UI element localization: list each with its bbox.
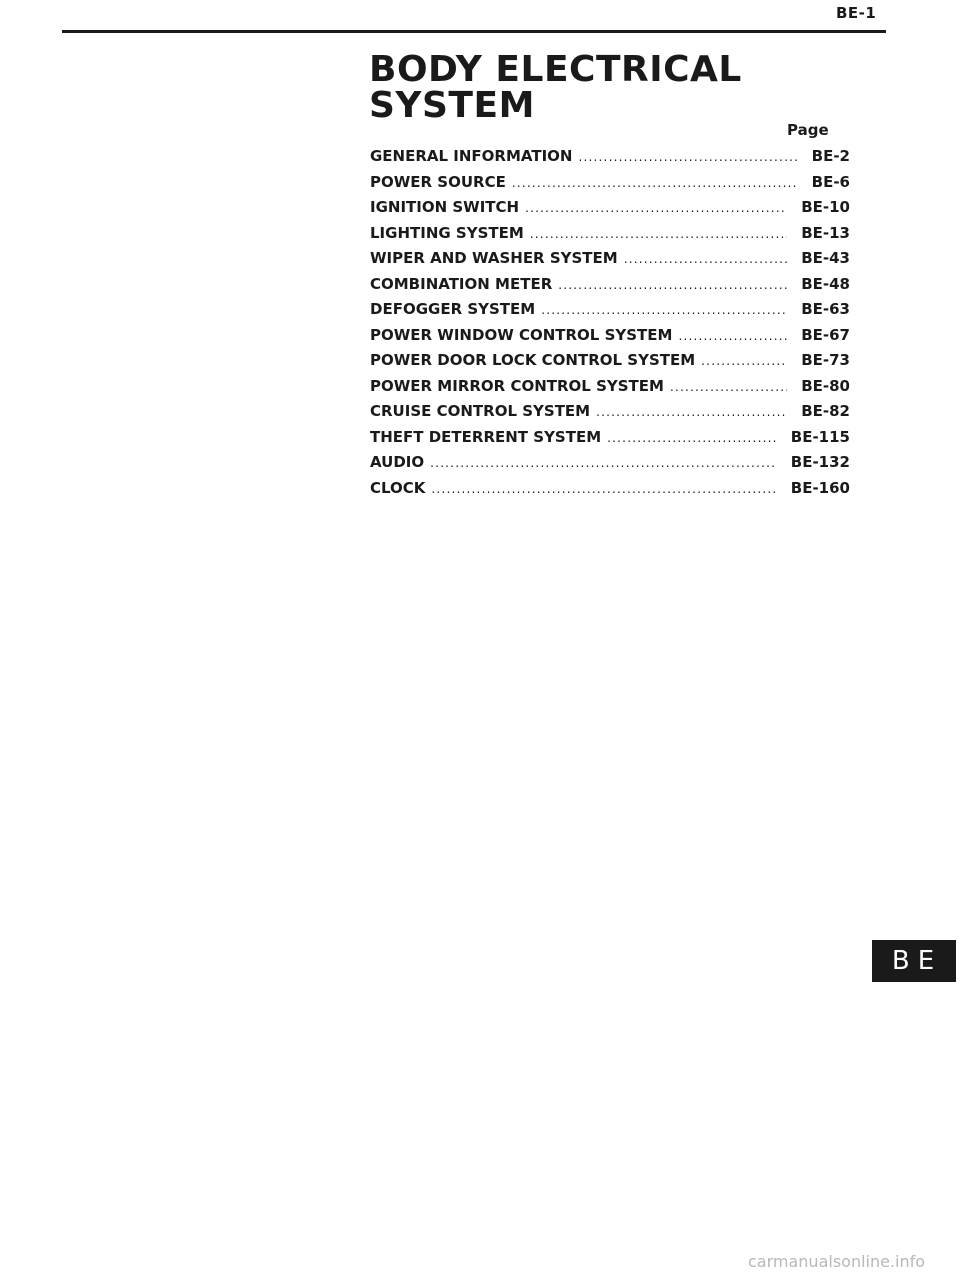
toc-entry-label: GENERAL INFORMATION [370,147,573,165]
toc-entry-page: BE-43 [801,249,850,267]
dot-leader [607,426,777,452]
toc-entry-label: AUDIO [370,453,425,471]
toc-entry-page: BE-67 [801,325,850,344]
toc-entry-page: BE-48 [801,274,850,293]
toc-entry-label: CLOCK [370,478,426,497]
toc-entry[interactable] [370,221,850,247]
toc-entry-label: IGNITION SWITCH [370,198,520,216]
toc-entry-page: BE-10 [801,198,850,216]
toc-entry-page: BE-63 [801,300,850,318]
toc-entry-label: POWER MIRROR CONTROL SYSTEM [370,376,664,395]
toc-entry[interactable] [370,297,850,323]
toc-entry-page: BE-6 [811,172,850,191]
dot-leader [701,349,787,375]
page-number: BE-1 [836,4,877,22]
table-of-contents [370,144,850,501]
header-rule [62,30,886,33]
dot-leader [670,375,787,401]
toc-entry-label: POWER DOOR LOCK CONTROL SYSTEM [370,351,696,369]
toc-entry-label: COMBINATION METER [370,274,553,293]
dot-leader [430,451,777,477]
toc-entry-label: WIPER AND WASHER SYSTEM [370,249,618,267]
toc-entry[interactable] [370,374,850,400]
dot-leader [530,222,787,248]
toc-entry-page: BE-13 [801,223,850,242]
dot-leader [541,298,787,324]
toc-entry[interactable] [370,144,850,170]
dot-leader [596,400,787,426]
toc-entry-label: POWER SOURCE [370,172,506,191]
toc-entry[interactable] [370,195,850,221]
toc-entry[interactable] [370,272,850,298]
toc-entry[interactable] [370,348,850,374]
toc-entry-page: BE-82 [801,402,850,420]
toc-entry-page: BE-2 [811,147,850,165]
toc-entry-page: BE-115 [790,427,850,446]
watermark: carmanualsonline.info [748,1252,926,1271]
section-title-line-1: BODY ELECTRICAL [369,49,742,90]
page-column-header: Page [787,121,829,139]
toc-entry-page: BE-73 [801,351,850,369]
toc-entry[interactable] [370,399,850,425]
dot-leader [558,273,787,299]
toc-entry-page: BE-160 [790,478,850,497]
section-title-line-2: SYSTEM [369,85,535,126]
toc-entry-page: BE-132 [790,453,850,471]
toc-entry[interactable] [370,246,850,272]
toc-entry-page: BE-80 [801,376,850,395]
toc-entry[interactable] [370,425,850,451]
dot-leader [512,171,798,197]
toc-entry-label: CRUISE CONTROL SYSTEM [370,402,591,420]
dot-leader [431,477,776,503]
toc-entry[interactable] [370,323,850,349]
dot-leader [624,247,788,273]
toc-entry-label: POWER WINDOW CONTROL SYSTEM [370,325,673,344]
toc-entry[interactable] [370,450,850,476]
dot-leader [678,324,787,350]
toc-entry-label: LIGHTING SYSTEM [370,223,524,242]
dot-leader [578,145,797,171]
toc-entry[interactable] [370,476,850,502]
section-title [369,49,742,126]
toc-entry-label: THEFT DETERRENT SYSTEM [370,427,602,446]
section-tab: BE [872,940,956,982]
toc-entry-label: DEFOGGER SYSTEM [370,300,536,318]
toc-entry[interactable] [370,170,850,196]
dot-leader [525,196,787,222]
